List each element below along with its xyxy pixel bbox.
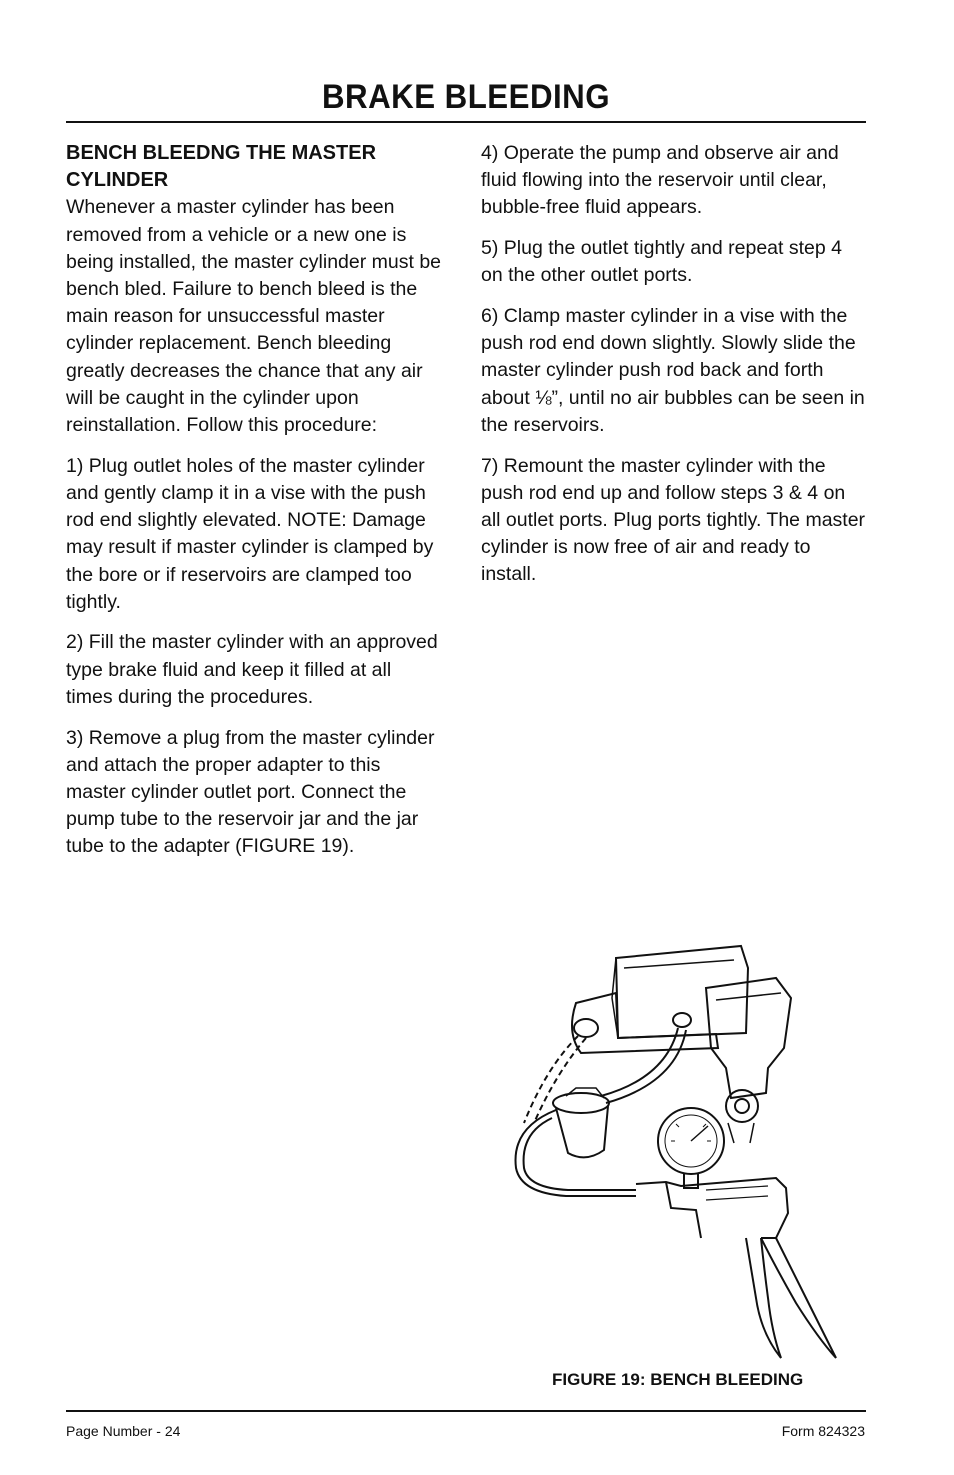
page-title: BRAKE BLEEDING [322, 78, 610, 116]
step-6: 6) Clamp master cylinder in a vise with the push rod end down slightly. Slowly slide the master cylinder push rod back and forth about ⅛”, until no air bubbles can be seen in the reservoirs. [481, 305, 865, 436]
title-divider [66, 121, 866, 123]
section-heading: BENCH BLEEDNG THE MASTER CYLINDER [66, 142, 377, 192]
step-1: 1) Plug outlet holes of the master cylinder and gently clamp it in a vise with the push rod end slightly elevated. NOTE: Damage may result if master cylinder is clamped by the bore or if reservoirs are clamped too tightly. [66, 454, 434, 613]
step-4: 4) Operate the pump and observe air and fluid flowing into the reservoir until clear, bubble-free fluid appears. [481, 142, 839, 219]
hand-pump [636, 1178, 836, 1358]
reservoir-jar [553, 1088, 609, 1157]
bench-bleeding-illustration [506, 938, 841, 1363]
step-2: 2) Fill the master cylinder with an approved type brake fluid and keep it filled at all times during the procedures. [66, 631, 438, 708]
vacuum-gauge [658, 1108, 724, 1188]
step-7: 7) Remount the master cylinder with the push rod end up and follow steps 3 & 4 on all outlet ports. Plug ports tightly. The master cylinder is now free of air and ready to install. [481, 454, 866, 586]
master-cylinder-body [572, 993, 718, 1053]
step-5: 5) Plug the outlet tightly and repeat step 4 on the other outlet ports. [481, 237, 842, 287]
adapter-tube [601, 1028, 678, 1096]
outlet-fitting-left [574, 1019, 598, 1037]
figure-caption: FIGURE 19: BENCH BLEEDING [552, 1370, 804, 1389]
jar-tube [524, 1036, 578, 1123]
right-column [481, 140, 869, 602]
footer-divider [66, 1410, 866, 1412]
page-number: Page Number - 24 [66, 1423, 181, 1439]
pump-hose [516, 1110, 637, 1196]
push-rod-end [726, 1090, 758, 1122]
form-number: Form 824323 [781, 1423, 865, 1439]
intro-paragraph: Whenever a master cylinder has been removed from a vehicle or a new one is being installed, the master cylinder must be bench bled. Failure to bench bleed is the main reason for unsuccessful master cylinder replacement. Bench bleeding greatly decreases the chance that any air will be caught in the cylinder upon reinstallation. Follow this procedure: [66, 196, 442, 437]
outlet-fitting-center [673, 1013, 691, 1027]
left-column [66, 140, 442, 874]
step-3: 3) Remove a plug from the master cylinder and attach the proper adapter to this master cylinder outlet port. Connect the pump tube to the reservoir jar and the jar tube to the adapter (FIGURE 19). [66, 726, 435, 858]
